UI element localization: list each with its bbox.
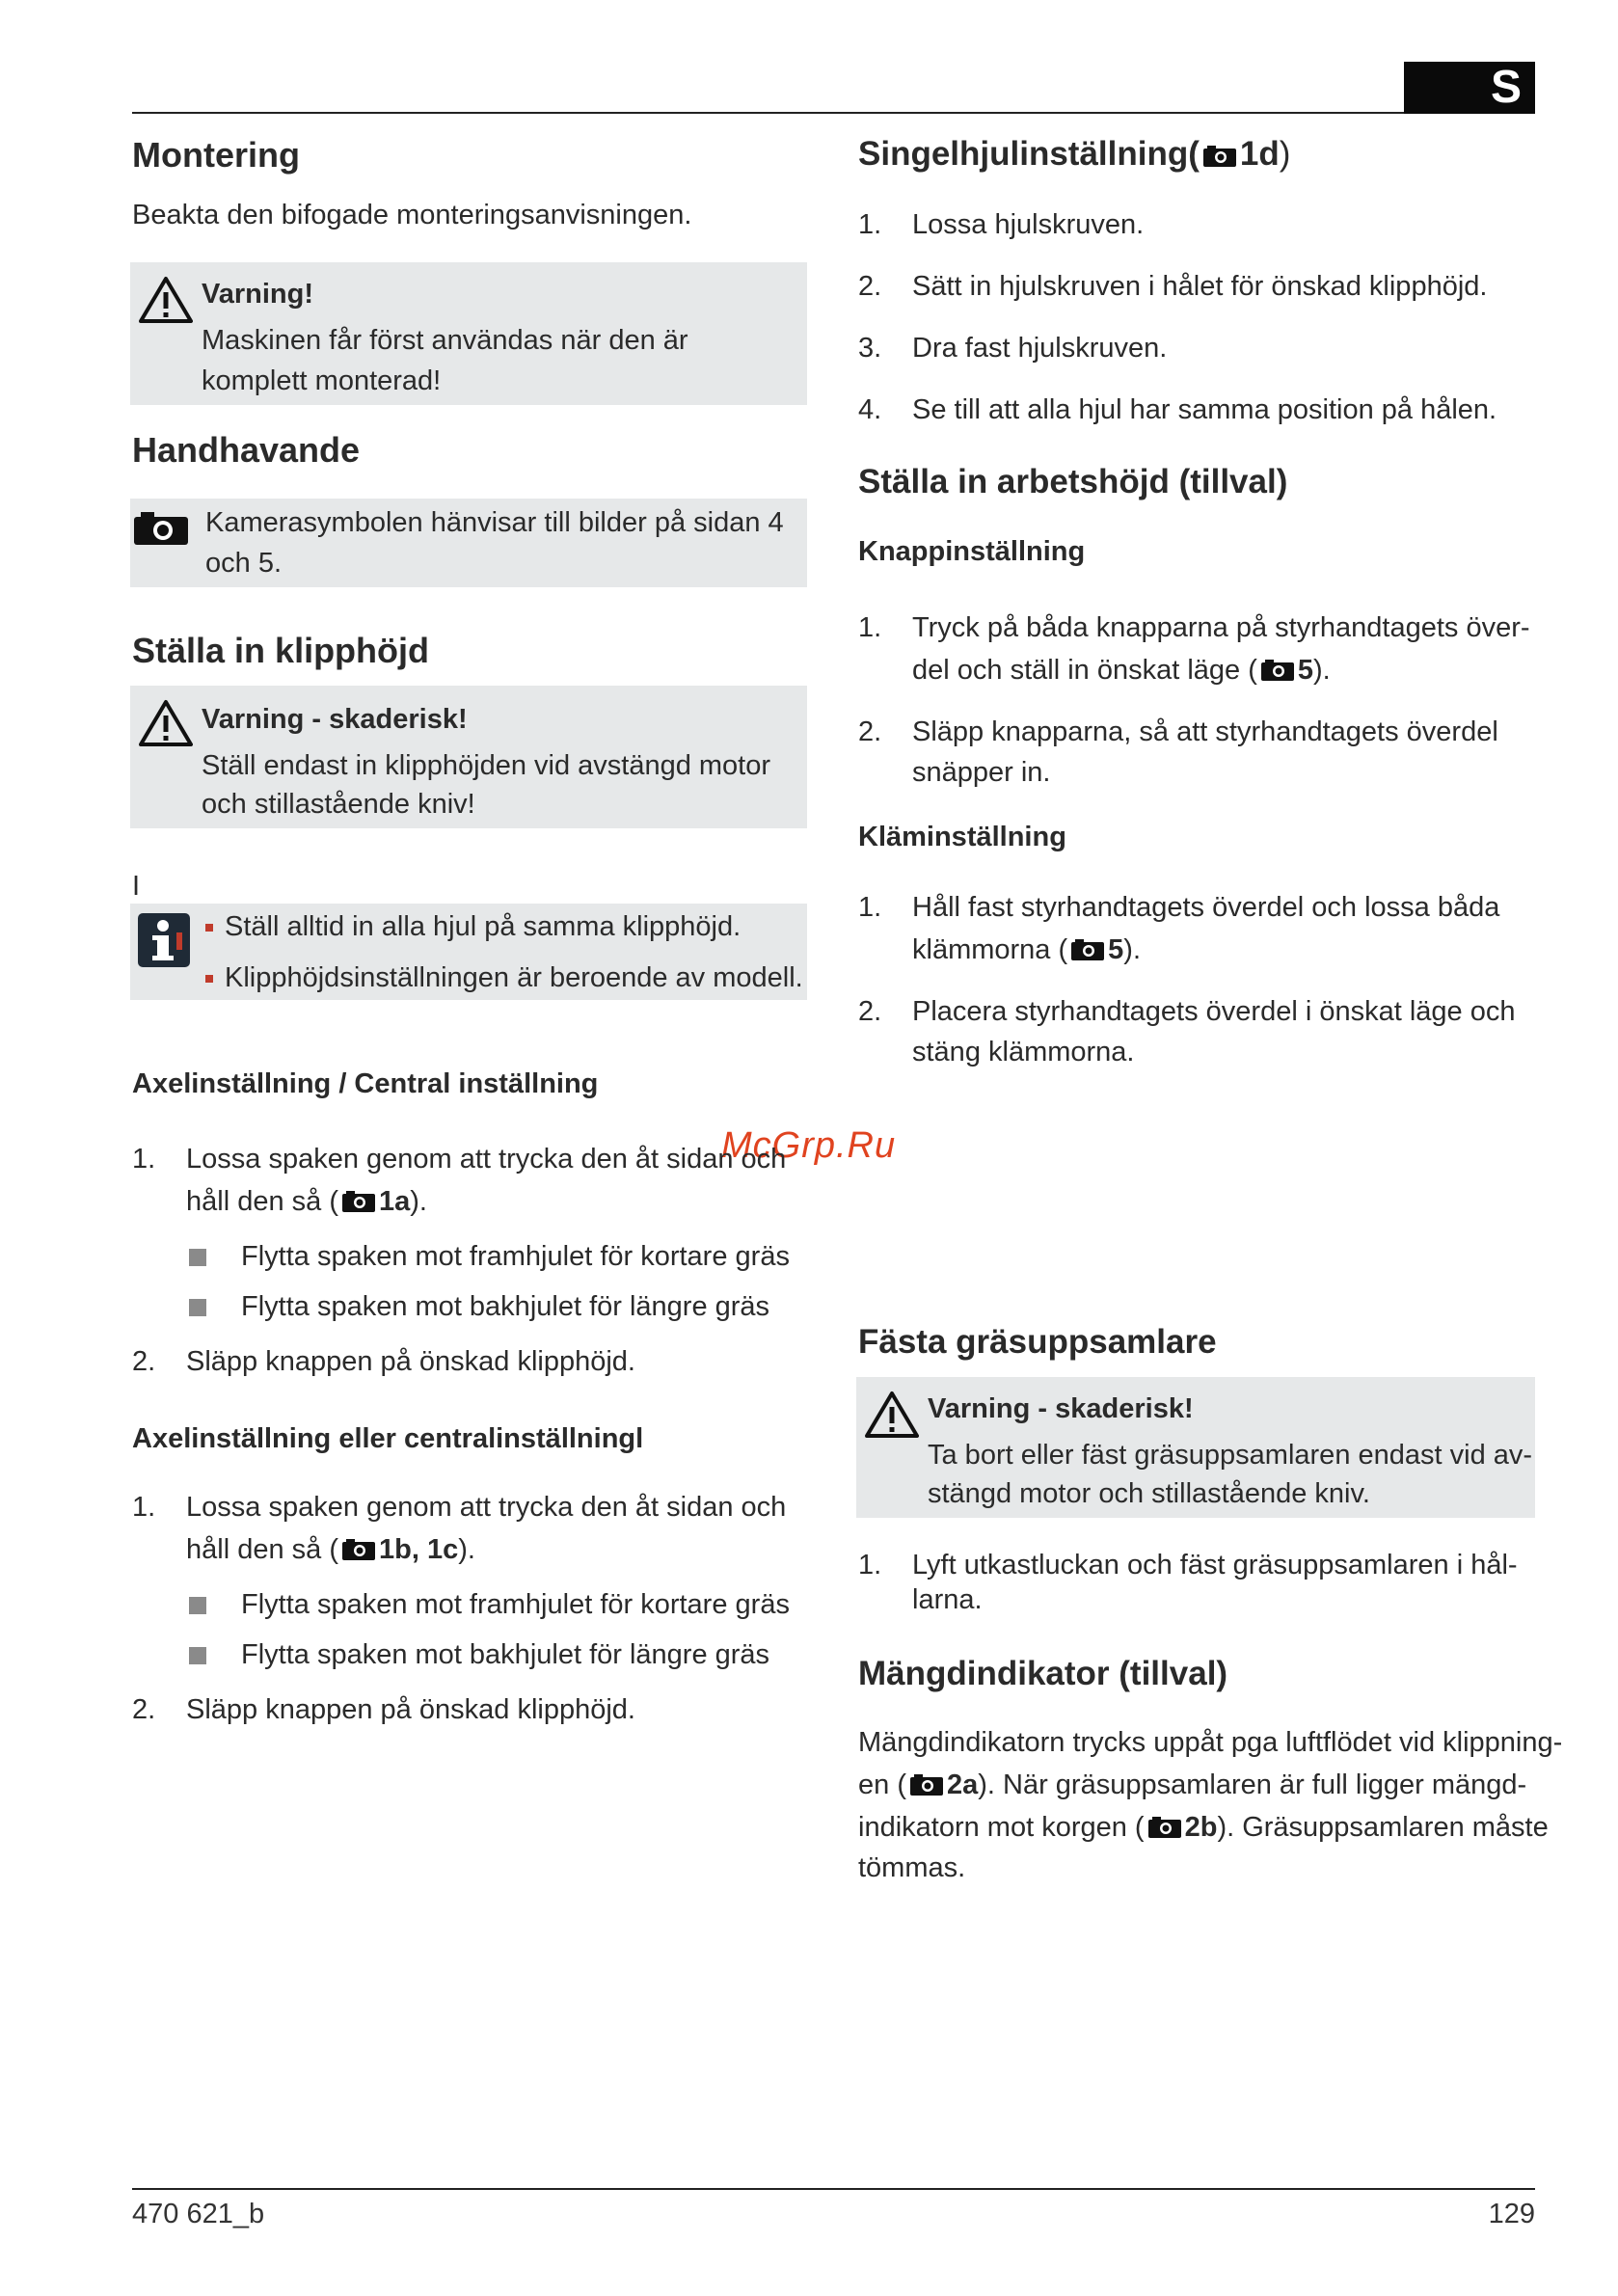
grasuppsamlare-heading: Fästa gräsuppsamlare xyxy=(858,1323,1217,1361)
klipphojd-warning-line1: Ställ endast in klipphöjden vid avstängd motor xyxy=(202,750,771,781)
handhavande-note-box xyxy=(130,499,807,587)
singel-step2: Sätt in hjulskruven i hålet för önskad klipphöjd. xyxy=(912,271,1488,302)
stray-mark: I xyxy=(132,871,141,902)
camera-icon xyxy=(1071,939,1104,960)
singel-step3-number: 3. xyxy=(858,333,882,364)
knapp-step1-line1: Tryck på båda knapparna på styrhandtagets över- xyxy=(912,612,1530,643)
mangd-line4: tömmas. xyxy=(858,1852,966,1883)
singel-step4-number: 4. xyxy=(858,394,882,425)
knapp-step1-line2: del och ställ in önskat läge ( 5). xyxy=(912,655,1331,686)
klipphojd-heading: Ställa in klipphöjd xyxy=(132,631,430,670)
axel-bullet1: Flytta spaken mot framhjulet för kortare gräs xyxy=(241,1241,790,1272)
axel-heading: Axelinställning / Central inställning xyxy=(132,1068,599,1099)
camera-icon xyxy=(910,1774,943,1796)
singel-step3: Dra fast hjulskruven. xyxy=(912,333,1168,364)
montering-warning-line1: Maskinen får först användas när den är xyxy=(202,325,688,356)
singel-step2-number: 2. xyxy=(858,271,882,302)
knapp-step2-line2: snäpper in. xyxy=(912,757,1051,788)
footer-doc-number: 470 621_b xyxy=(132,2199,265,2229)
montering-warning-line2: komplett monterad! xyxy=(202,365,442,396)
axel-eller-step1-number: 1. xyxy=(132,1492,156,1523)
axel-eller-step1-line1: Lossa spaken genom att trycka den åt sidan och xyxy=(186,1492,787,1523)
camera-icon xyxy=(342,1191,375,1212)
axel-eller-bullet2: Flytta spaken mot bakhjulet för längre gräs xyxy=(241,1639,770,1670)
footer-rule xyxy=(132,2188,1535,2190)
camera-icon xyxy=(342,1539,375,1560)
language-tab-letter: S xyxy=(1490,62,1522,113)
axel-eller-step2: Släpp knappen på önskad klipphöjd. xyxy=(186,1694,635,1725)
axel-eller-step2-number: 2. xyxy=(132,1694,156,1725)
knapp-step1-number: 1. xyxy=(858,612,882,643)
mangd-line1: Mängdindikatorn trycks uppåt pga luftflödet vid klippning- xyxy=(858,1727,1563,1758)
handhavande-note-line1: Kamerasymbolen hänvisar till bilder på sidan 4 xyxy=(205,507,784,538)
bullet-square xyxy=(189,1249,206,1266)
klipphojd-warning-title: Varning - skaderisk! xyxy=(202,704,468,735)
axel-step1-line2: håll den så ( 1a). xyxy=(186,1186,427,1217)
axel-step1-line1: Lossa spaken genom att trycka den åt sidan och xyxy=(186,1144,787,1175)
klipphojd-info-1: Ställ alltid in alla hjul på samma klipphöjd. xyxy=(225,911,742,942)
warning-icon xyxy=(139,276,193,324)
axel-eller-heading: Axelinställning eller centralinställningl xyxy=(132,1423,644,1454)
grasuppsamlare-warning-line2: stängd motor och stillastående kniv. xyxy=(928,1478,1370,1509)
singel-heading: Singelhjulinställning( 1d) xyxy=(858,135,1291,173)
info-icon xyxy=(138,913,190,967)
klipphojd-warning-line2: och stillastående kniv! xyxy=(202,789,475,820)
arbetshojd-heading: Ställa in arbetshöjd (tillval) xyxy=(858,463,1288,500)
klam-step2-line2: stäng klämmorna. xyxy=(912,1037,1135,1067)
montering-warning-title: Varning! xyxy=(202,279,314,310)
klam-step2-number: 2. xyxy=(858,996,882,1027)
grasuppsamlare-warning-title: Varning - skaderisk! xyxy=(928,1393,1194,1424)
footer-page-number: 129 xyxy=(1488,2199,1535,2229)
camera-icon xyxy=(1148,1817,1181,1838)
klipphojd-info-box xyxy=(130,904,807,1000)
knapp-step2-line1: Släpp knapparna, så att styrhandtagets överdel xyxy=(912,716,1498,747)
montering-text: Beakta den bifogade monteringsanvisningen. xyxy=(132,200,692,230)
camera-icon xyxy=(1261,660,1294,681)
knapp-heading: Knappinställning xyxy=(858,536,1086,567)
klam-step1-line1: Håll fast styrhandtagets överdel och lossa båda xyxy=(912,892,1500,923)
header-rule xyxy=(132,112,1535,114)
handhavande-note-line2: och 5. xyxy=(205,548,282,579)
singel-step4: Se till att alla hjul har samma position på hålen. xyxy=(912,394,1497,425)
bullet-marker xyxy=(205,975,213,983)
watermark: McGrp.Ru xyxy=(721,1125,897,1166)
language-tab xyxy=(1404,62,1535,114)
mangd-heading: Mängdindikator (tillval) xyxy=(858,1655,1228,1692)
bullet-square xyxy=(189,1299,206,1316)
axel-step1-number: 1. xyxy=(132,1144,156,1175)
camera-icon xyxy=(134,512,188,545)
montering-heading: Montering xyxy=(132,135,300,175)
grasuppsamlare-warning-line1: Ta bort eller fäst gräsuppsamlaren endast vid av- xyxy=(928,1440,1533,1471)
warning-icon xyxy=(139,699,193,747)
mangd-line3: indikatorn mot korgen ( 2b). Gräsuppsamlaren måste xyxy=(858,1812,1549,1843)
mangd-line2: en ( 2a). När gräsuppsamlaren är full ligger mängd- xyxy=(858,1769,1527,1800)
grasuppsamlare-step1-number: 1. xyxy=(858,1550,882,1580)
knapp-step2-number: 2. xyxy=(858,716,882,747)
klipphojd-info-2: Klipphöjdsinställningen är beroende av modell. xyxy=(225,962,803,993)
axel-step2-number: 2. xyxy=(132,1346,156,1377)
klipphojd-warning-box xyxy=(130,686,807,828)
grasuppsamlare-warning-box xyxy=(856,1377,1535,1518)
montering-warning-box xyxy=(130,262,807,405)
axel-eller-step1-line2: håll den så ( 1b, 1c). xyxy=(186,1534,475,1565)
klam-step1-line2: klämmorna ( 5). xyxy=(912,934,1142,965)
warning-icon xyxy=(865,1391,919,1439)
singel-step1-number: 1. xyxy=(858,209,882,240)
axel-step2: Släpp knappen på önskad klipphöjd. xyxy=(186,1346,635,1377)
camera-icon xyxy=(1203,146,1236,167)
klam-heading: Kläminställning xyxy=(858,822,1066,852)
bullet-marker xyxy=(205,924,213,932)
handhavande-heading: Handhavande xyxy=(132,430,361,470)
grasuppsamlare-step1-line2: larna. xyxy=(912,1584,983,1615)
klam-step2-line1: Placera styrhandtagets överdel i önskat läge och xyxy=(912,996,1516,1027)
bullet-square xyxy=(189,1597,206,1614)
singel-step1: Lossa hjulskruven. xyxy=(912,209,1145,240)
grasuppsamlare-step1-line1: Lyft utkastluckan och fäst gräsuppsamlaren i hål- xyxy=(912,1550,1518,1580)
axel-bullet2: Flytta spaken mot bakhjulet för längre gräs xyxy=(241,1291,770,1322)
bullet-square xyxy=(189,1647,206,1664)
axel-eller-bullet1: Flytta spaken mot framhjulet för kortare gräs xyxy=(241,1589,790,1620)
klam-step1-number: 1. xyxy=(858,892,882,923)
